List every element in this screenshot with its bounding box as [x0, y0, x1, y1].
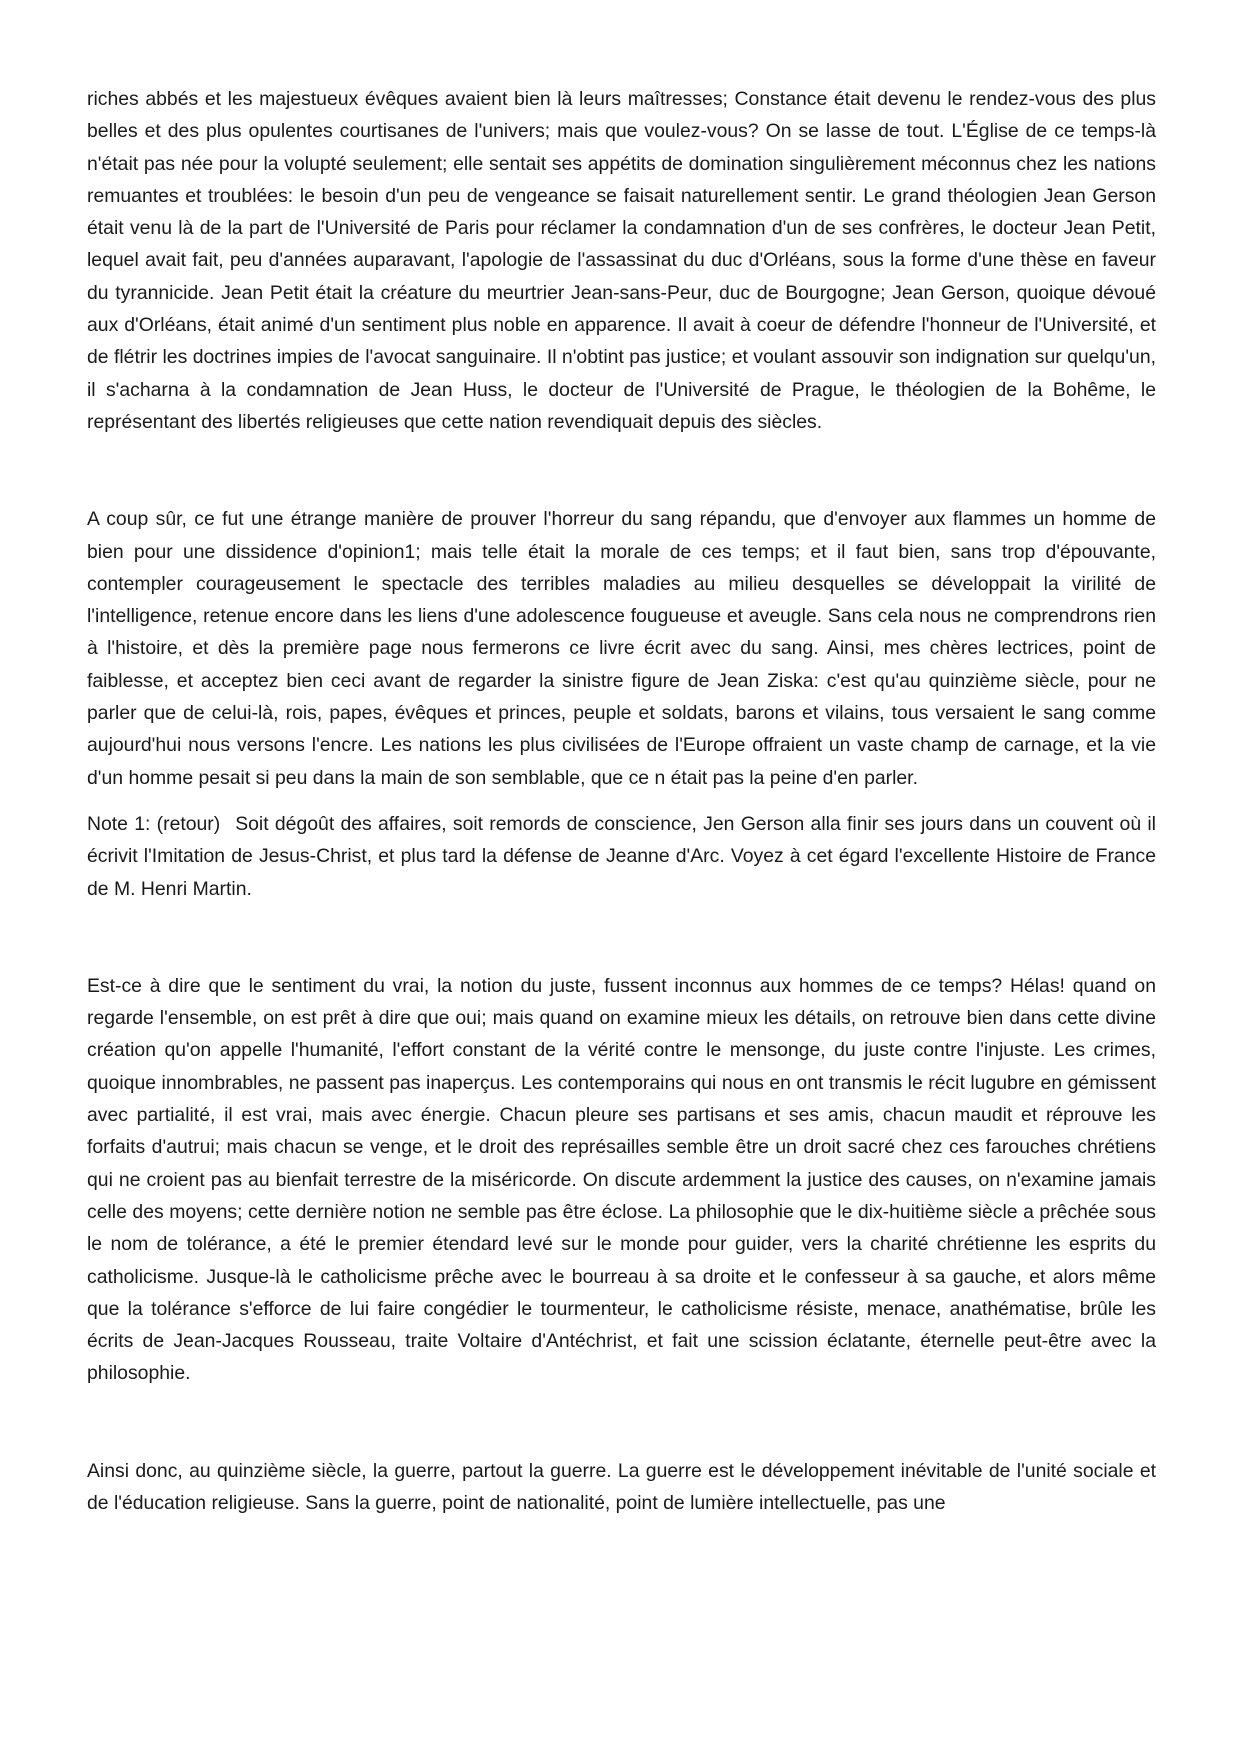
paragraph-1: riches abbés et les majestueux évêques avaient bien là leurs maîtresses; Constance était devenu le rendez-vous des plus belles et des plus opulentes courtisanes de l'univers; mais que voulez-vous? On se lasse de tout. L'Église de ce temps-là n'était pas née pour la volupté seulement; elle sentait ses appétits de domination singulièrement méconnus chez les nations remuantes et troublées: le besoin d'un peu de vengeance se faisait naturellement sentir. Le grand théologien Jean Gerson était venu là de la part de l'Université de Paris pour réclamer la condamnation d'un de ses confrères, le docteur Jean Petit, lequel avait fait, peu d'années auparavant, l'apologie de l'assassinat du duc d'Orléans, sous la forme d'une thèse en faveur du tyrannicide. Jean Petit était la créature du meurtrier Jean-sans-Peur, duc de Bourgogne; Jean Gerson, quoique dévoué aux d'Orléans, était animé d'un sentiment plus noble en apparence. Il avait à coeur de défendre l'honneur de l'Université, et de flétrir les doctrines impies de l'avocat sanguinaire. Il n'obtint pas justice; et voulant assouvir son indignation sur quelqu'un, il s'acharna à la condamnation de Jean Huss, le docteur de l'Université de Prague, le théologien de la Bohême, le représentant des libertés religieuses que cette nation revendiquait depuis des siècles. — [87, 88, 1156, 433]
footnote — [87, 808, 1156, 905]
paragraph-2: A coup sûr, ce fut une étrange manière de prouver l'horreur du sang répandu, que d'envoyer aux flammes un homme de bien pour une dissidence d'opinion1; mais telle était la morale de ces temps; et il faut bien, sans trop d'épouvante, contempler courageusement le spectacle des terribles maladies au milieu desquelles se développait la virilité de l'intelligence, retenue encore dans les liens d'une adolescence fougueuse et aveugle. Sans cela nous ne comprendrons rien à l'histoire, et dès la première page nous fermerons ce livre écrit avec du sang. Ainsi, mes chères lectrices, point de faiblesse, et acceptez bien ceci avant de regarder la sinistre figure de Jean Ziska: c'est qu'au quinzième siècle, pour ne parler que de celui-là, rois, papes, évêques et princes, peuple et soldats, barons et vilains, tous versaient le sang comme aujourd'hui nous versons l'encre. Les nations les plus civilisées de l'Europe offraient un vaste champ de carnage, et la vie d'un homme pesait si peu dans la main de son semblable, que ce n était pas la peine d'en parler. — [87, 508, 1156, 789]
footnote-return-link[interactable]: Note 1: (retour) — [87, 812, 221, 835]
paragraph-spacer — [87, 794, 1156, 808]
paragraph-4: Ainsi donc, au quinzième siècle, la guerre, partout la guerre. La guerre est le développement inévitable de l'unité sociale et de l'éducation religieuse. Sans la guerre, point de nationalité, point de lumière intellectuelle, pas une — [87, 1459, 1156, 1514]
paragraph-spacer — [87, 1390, 1156, 1455]
footnote-text: Soit dégoût des affaires, soit remords de conscience, Jen Gerson alla finir ses jours dans un couvent où il écrivit l'Imitation de Jesus-Christ, et plus tard la défense de Jeanne d'Arc. Voyez à cet égard l'excellente Histoire de France de M. Henri Martin. — [87, 812, 1156, 900]
document-page — [87, 83, 1156, 1519]
paragraph-spacer — [87, 438, 1156, 503]
paragraph-3: Est-ce à dire que le sentiment du vrai, la notion du juste, fussent inconnus aux hommes de ce temps? Hélas! quand on regarde l'ensemble, on est prêt à dire que oui; mais quand on examine mieux les détails, on retrouve bien dans cette divine création qu'on appelle l'humanité, l'effort constant de la vérité contre le mensonge, du juste contre l'injuste. Les crimes, quoique innombrables, ne passent pas inaperçus. Les contemporains qui nous en ont transmis le récit lugubre en gémissent avec partialité, il est vrai, mais avec énergie. Chacun pleure ses partisans et ses amis, chacun maudit et réprouve les forfaits d'autrui; mais chacun se venge, et le droit des représailles semble être un droit sacré chez ces farouches chrétiens qui ne croient pas au bienfait terrestre de la miséricorde. On discute ardemment la justice des causes, on n'examine jamais celle des moyens; cette dernière notion ne semble pas être éclose. La philosophie que le dix-huitième siècle a prêchée sous le nom de tolérance, a été le premier étendard levé sur le monde pour guider, vers la charité chrétienne les esprits du catholicisme. Jusque-là le catholicisme prêche avec le bourreau à sa droite et le confesseur à sa gauche, et alors même que la tolérance s'efforce de lui faire congédier le tourmenteur, le catholicisme résiste, menace, anathématise, brûle les écrits de Jean-Jacques Rousseau, traite Voltaire d'Antéchrist, et fait une scission éclatante, éternelle peut-être avec la philosophie. — [87, 974, 1156, 1385]
paragraph-spacer — [87, 905, 1156, 970]
